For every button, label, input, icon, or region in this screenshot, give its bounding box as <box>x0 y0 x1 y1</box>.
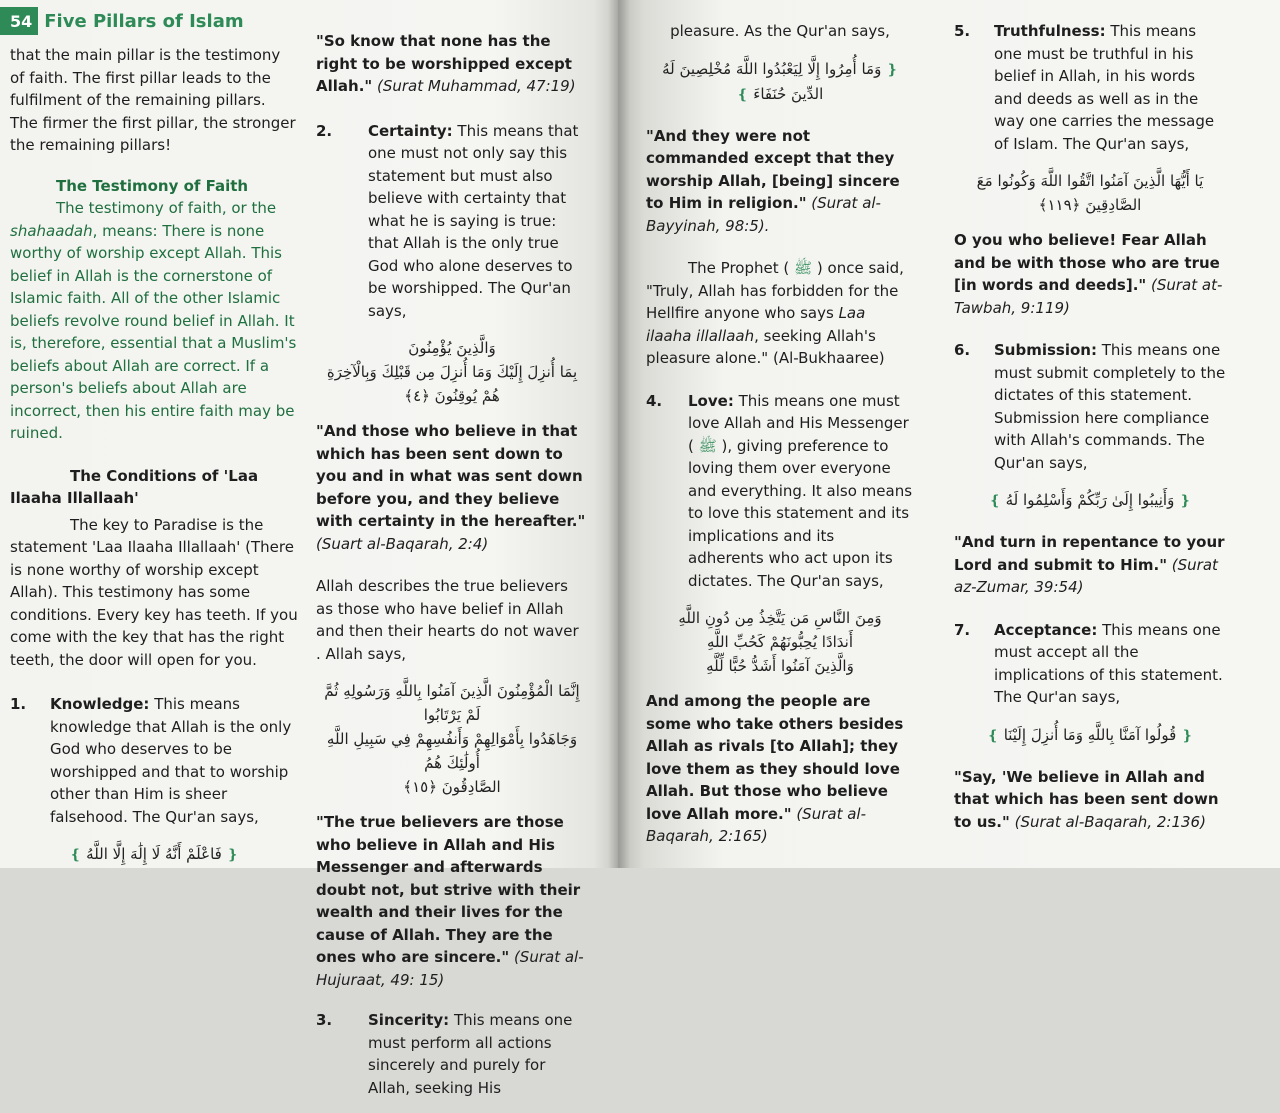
arabic-verse: ❴ وَمَا أُمِرُوا إِلَّا لِيَعْبُدُوا اللَّهَ مُخْلِصِينَ لَهُ الدِّينَ حُنَفَاءَ ❵ <box>662 59 898 103</box>
list-number: 6. <box>954 341 971 359</box>
list-item <box>646 390 914 593</box>
arabic-verse: ❴ قُولُوا آمَنَّا بِاللَّهِ وَمَا أُنزِلَ إِلَيْنَا ❵ <box>987 725 1193 744</box>
paragraph: pleasure. As the Qur'an says, <box>670 22 890 40</box>
list-item <box>10 693 298 828</box>
list-text: Love: This means one must love Allah and His Messenger ( ﷺ ), giving preference to loving them over everyone and everything. It also means to love this statement and its implications and its adherents who act upon its dictates. The Qur'an says, <box>688 391 913 590</box>
page-header <box>0 4 244 38</box>
list-text: Knowledge: This means knowledge that Allah is the only God who deserves to be worshipped and that to worship other than Him is sheer falsehood. The Qur'an says, <box>50 695 292 826</box>
arabic-verse: إِنَّمَا الْمُؤْمِنُونَ الَّذِينَ آمَنُوا بِاللَّهِ وَرَسُولِهِ ثُمَّ لَمْ يَرْتَابُوا وَجَاهَدُوا بِأَمْوَالِهِمْ وَأَنفُسِهِمْ فِي سَبِيلِ اللَّهِ أُولَٰئِكَ هُمُ الصَّادِقُونَ ﴿١٥﴾ <box>324 682 580 796</box>
paragraph: Allah describes the true believers as those who have belief in Allah and then their hearts do not waver . Allah says, <box>316 577 579 663</box>
list-item <box>954 20 1226 155</box>
list-text: Acceptance: This means one must accept all the implications of this statement. The Qur'an says, <box>994 620 1223 706</box>
list-text: Certainty: This means that one must not only say this statement but must also believe with certainty that what he is saying is true: that Allah is the only true God who alone deserves to be worshipped. The Qur'an says, <box>368 121 579 320</box>
list-number: 2. <box>316 121 333 140</box>
quote: "Say, 'We believe in Allah and that which has been sent down to us." (Surat al-Baqarah, 2:136) <box>954 767 1219 831</box>
column-2 <box>316 30 588 1113</box>
paragraph: that the main pillar is the testimony of faith. The first pillar leads to the fulfilment of the remaining pillars. The firmer the first pillar, the stronger the remaining pillars! <box>10 46 296 154</box>
paragraph: The Prophet ( ﷺ ) once said, "Truly, Allah has forbidden for the Hellfire anyone who says Laa ilaaha illallaah, seeking Allah's pleasure alone." (Al-Bukhaaree) <box>646 259 904 367</box>
quote: O you who believe! Fear Allah and be with those who are true [in words and deeds]." (Surat at-Tawbah, 9:119) <box>954 231 1223 317</box>
quote: And among the people are some who take others besides Allah as rivals [to Allah]; they love them as they should love Allah. But those who believe love Allah more." (Surat al-Baqarah, 2:165) <box>646 692 904 845</box>
section-heading: The Testimony of Faith <box>56 176 249 195</box>
list-number: 1. <box>10 695 27 713</box>
page-title: Five Pillars of Islam <box>44 10 244 32</box>
quote: "And those who believe in that which has been sent down to you and in what was sent down before you, and they believe with certainty in the hereafter." (Suart al-Baqarah, 2:4) <box>316 422 586 553</box>
list-number: 3. <box>316 1011 333 1029</box>
arabic-verse: وَمِنَ النَّاسِ مَن يَتَّخِذُ مِن دُونِ اللَّهِ أَندَادًا يُحِبُّونَهُمْ كَحُبِّ اللَّهِ وَالَّذِينَ آمَنُوا أَشَدُّ حُبًّا لِّلَّهِ <box>678 609 882 675</box>
column-4 <box>954 20 1226 847</box>
arabic-verse: يَا أَيُّهَا الَّذِينَ آمَنُوا اتَّقُوا اللَّهَ وَكُونُوا مَعَ الصَّادِقِينَ ﴿١١٩﴾ <box>976 172 1204 214</box>
quote: "And turn in repentance to your Lord and submit to Him." (Surat az-Zumar, 39:54) <box>954 533 1225 596</box>
list-text: Sincerity: This means one must perform all actions sincerely and purely for Allah, seeking His <box>368 1011 573 1097</box>
list-item <box>316 120 588 323</box>
left-page <box>0 0 618 1097</box>
list-item <box>316 1009 588 1099</box>
arabic-verse: وَالَّذِينَ يُؤْمِنُونَ بِمَا أُنزِلَ إِلَيْكَ وَمَا أُنزِلَ مِن قَبْلِكَ وَبِالْآخِرَةِ هُمْ يُوقِنُونَ ﴿٤﴾ <box>326 339 578 405</box>
section-heading: The Conditions of 'Laa Ilaaha Illallaah' <box>10 466 259 507</box>
list-item <box>954 619 1226 709</box>
list-number: 5. <box>954 22 971 40</box>
list-text: Submission: This means one must submit completely to the dictates of this statement. Submission here compliance with Allah's commands. The Qur'an says, <box>994 341 1226 472</box>
book-gutter <box>608 0 630 868</box>
paragraph: The testimony of faith, or the shahaadah, means: There is none worthy of worship except Allah. This belief in Allah is the cornerstone of Islamic faith. All of the other Islamic beliefs revolve round belief in Allah. It is, therefore, essential that a Muslim's beliefs about Allah are correct. If a person's beliefs about Allah are incorrect, then his entire faith may be ruined. <box>10 199 297 442</box>
right-page <box>618 0 1280 868</box>
paragraph: The key to Paradise is the statement 'Laa Ilaaha Illallaah' (There is none worthy of worship except Allah). This testimony has some conditions. Every key has teeth. If you come with the key that has the right teeth, the door will open for you. <box>10 515 298 669</box>
quote: "So know that none has the right to be worshipped except Allah." (Surat Muhammad, 47:19) <box>316 32 576 95</box>
column-3 <box>646 20 914 862</box>
quote: "The true believers are those who believe in Allah and His Messenger and afterwards doubt not, but strive with their wealth and their lives for the cause of Allah. They are the ones who are sincere." (Surat al-Hujuraat, 49: 15) <box>316 813 584 989</box>
list-item <box>954 339 1226 474</box>
column-1 <box>10 44 298 879</box>
arabic-verse: ❴ وَأَنِيبُوا إِلَىٰ رَبِّكُمْ وَأَسْلِمُوا لَهُ ❵ <box>989 491 1191 509</box>
quote: "And they were not commanded except that they worship Allah, [being] sincere to Him in religion." (Surat al-Bayyinah, 98:5). <box>646 126 900 235</box>
list-number: 7. <box>954 620 971 639</box>
list-number: 4. <box>646 391 663 410</box>
arabic-verse: ❴ فَاعْلَمْ أَنَّهُ لَا إِلَٰهَ إِلَّا اللَّهُ ❵ <box>69 845 239 863</box>
list-text: Truthfulness: This means one must be truthful in his belief in Allah, in his words and deeds as well as in the way one carries the message of Islam. The Qur'an says, <box>994 22 1215 153</box>
page-number: 54 <box>0 7 38 35</box>
